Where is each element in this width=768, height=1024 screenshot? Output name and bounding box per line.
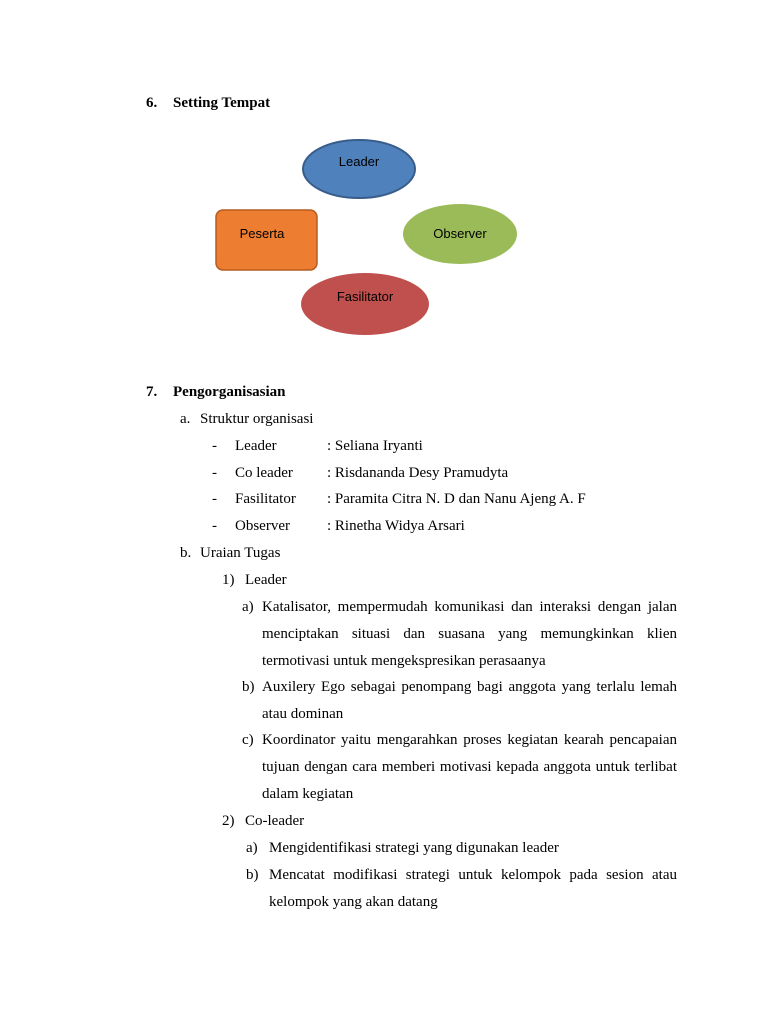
section-6-title: Setting Tempat [173,95,271,111]
row-role: Co leader [235,465,293,481]
uraian-marker: b. [180,545,192,561]
list-line: atau dominan [262,706,344,722]
list-marker: c) [242,732,254,748]
row-dash: - [212,465,217,481]
list-line: Mengidentifikasi strategi yang digunakan leader [269,840,559,856]
task-leader-title: Leader [245,572,287,588]
leader-shape [303,140,415,198]
fasilitator-node [301,273,429,335]
row-name: : Seliana Iryanti [327,438,423,454]
list-line: kelompok yang akan datang [269,894,438,910]
task-leader-marker: 1) [222,572,235,588]
list-line: Mencatat modifikasi strategi untuk kelompok pada sesion atau [269,867,677,883]
observer-node [403,204,517,264]
list-marker: b) [246,867,259,883]
list-line: Auxilery Ego sebagai penompang bagi anggota yang terlalu lemah [262,679,677,695]
list-line: termotivasi untuk mengekspresikan perasaanya [262,653,546,669]
observer-label: Observer [433,226,487,241]
list-line: Koordinator yaitu mengarahkan proses kegiatan kearah pencapaian [262,732,677,748]
struktur-marker: a. [180,411,191,427]
row-dash: - [212,438,217,454]
list-marker: a) [246,840,258,856]
list-line: dalam kegiatan [262,786,354,802]
list-line: menciptakan situasi dan suasana yang memungkinkan klien [262,626,677,642]
list-line: Katalisator, mempermudah komunikasi dan interaksi dengan jalan [262,599,677,615]
row-name: : Rinetha Widya Arsari [327,518,465,534]
list-marker: b) [242,679,255,695]
peserta-node [216,210,317,270]
row-role: Leader [235,438,277,454]
task-coleader-marker: 2) [222,813,235,829]
section-7-title: Pengorganisasian [173,384,286,400]
row-role: Observer [235,518,290,534]
list-marker: a) [242,599,254,615]
leader-node [303,140,415,198]
section-6-number: 6. [146,95,158,111]
row-name: : Risdananda Desy Pramudyta [327,465,509,481]
fasilitator-label: Fasilitator [336,289,394,304]
list-line: tujuan dengan cara memberi motivasi kepada anggota untuk terlibat [262,759,677,775]
struktur-title: Struktur organisasi [200,411,314,427]
section-7-number: 7. [146,384,158,400]
row-dash: - [212,518,217,534]
peserta-label: Peserta [239,226,285,241]
leader-label: Leader [338,154,380,169]
uraian-title: Uraian Tugas [200,545,281,561]
setting-tempat-diagram [0,0,768,360]
task-coleader-title: Co-leader [245,813,305,829]
row-name: : Paramita Citra N. D dan Nanu Ajeng A. F [327,491,586,507]
fasilitator-shape [301,273,429,335]
row-role: Fasilitator [235,491,296,507]
row-dash: - [212,491,217,507]
